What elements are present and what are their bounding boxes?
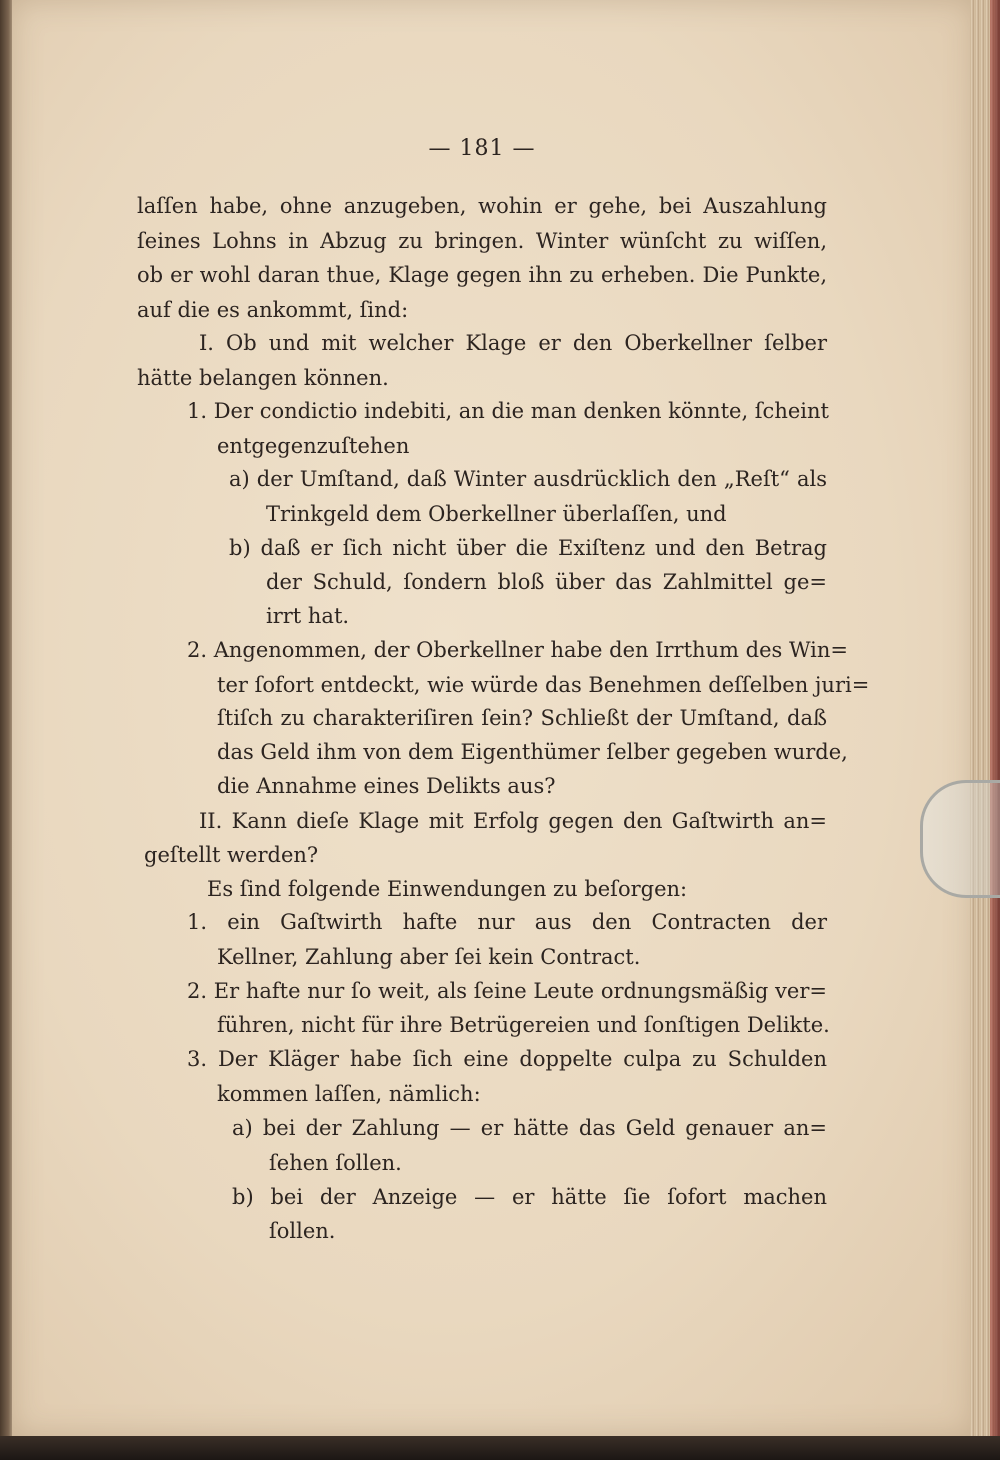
text-line: das Geld ihm von dem Eigenthümer ſelber gegeben wurde, [217,740,848,764]
text-line: kommen laſſen, nämlich: [217,1082,481,1106]
book-cover-edge [990,0,1000,1440]
text-line: auf die es ankommt, ſind: [137,298,409,322]
text-line: hätte belangen können. [137,366,389,390]
page-paper [12,0,974,1436]
text-line: b) daß er ſich nicht über die Exiſtenz und den Betrag [229,536,827,560]
page-text [12,0,974,1436]
page-number: — 181 — [428,136,536,161]
text-line: ſtiſch zu charakteriſiren ſein? Schließt der Umſtand, daß [217,706,827,730]
text-line: ter ſofort entdeckt, wie würde das Benehmen deſſelben juri= [217,673,870,697]
text-line: irrt hat. [266,604,350,628]
text-line: laſſen habe, ohne anzugeben, wohin er gehe, bei Auszahlung [137,194,827,218]
text-line: entgegenzuſtehen [217,434,410,458]
text-line: Es ſind folgende Einwendungen zu beſorgen: [207,877,688,901]
text-line: führen, nicht für ihre Betrügereien und ſonſtigen Delikte. [217,1013,830,1037]
bottom-shadow [0,1436,1000,1460]
text-line: geſtellt werden? [144,843,319,867]
text-line: a) der Umſtand, daß Winter ausdrücklich den „Reſt“ als [229,467,827,491]
text-line: 2. Er hafte nur ſo weit, als ſeine Leute ordnungsmäßig ver= [187,979,827,1003]
page-clip [920,780,1000,898]
text-line: Trinkgeld dem Oberkellner überlaſſen, und [266,502,727,526]
text-line: ſehen ſollen. [269,1151,402,1175]
text-line: Kellner, Zahlung aber ſei kein Contract. [217,945,641,969]
text-line: 3. Der Kläger habe ſich eine doppelte culpa zu Schulden [187,1047,827,1071]
text-line: II. Kann dieſe Klage mit Erfolg gegen den Gaſtwirth an= [199,809,827,833]
text-line: der Schuld, ſondern bloß über das Zahlmittel ge= [266,570,827,594]
text-line: 2. Angenommen, der Oberkellner habe den Irrthum des Win= [187,638,849,662]
text-line: a) bei der Zahlung — er hätte das Geld genauer an= [232,1116,827,1140]
text-line: b) bei der Anzeige — er hätte ſie ſofort machen [232,1185,827,1209]
text-line: I. Ob und mit welcher Klage er den Oberkellner ſelber [199,331,827,355]
text-line: ſollen. [269,1219,336,1243]
text-line: 1. ein Gaſtwirth hafte nur aus den Contracten der [187,910,827,934]
text-line: die Annahme eines Delikts aus? [217,774,556,798]
text-line: 1. Der condictio indebiti, an die man denken könnte, ſcheint [187,399,829,423]
text-line: ſeines Lohns in Abzug zu bringen. Winter wünſcht zu wiſſen, [137,229,827,253]
text-line: ob er wohl daran thue, Klage gegen ihn zu erheben. Die Punkte, [137,263,827,287]
